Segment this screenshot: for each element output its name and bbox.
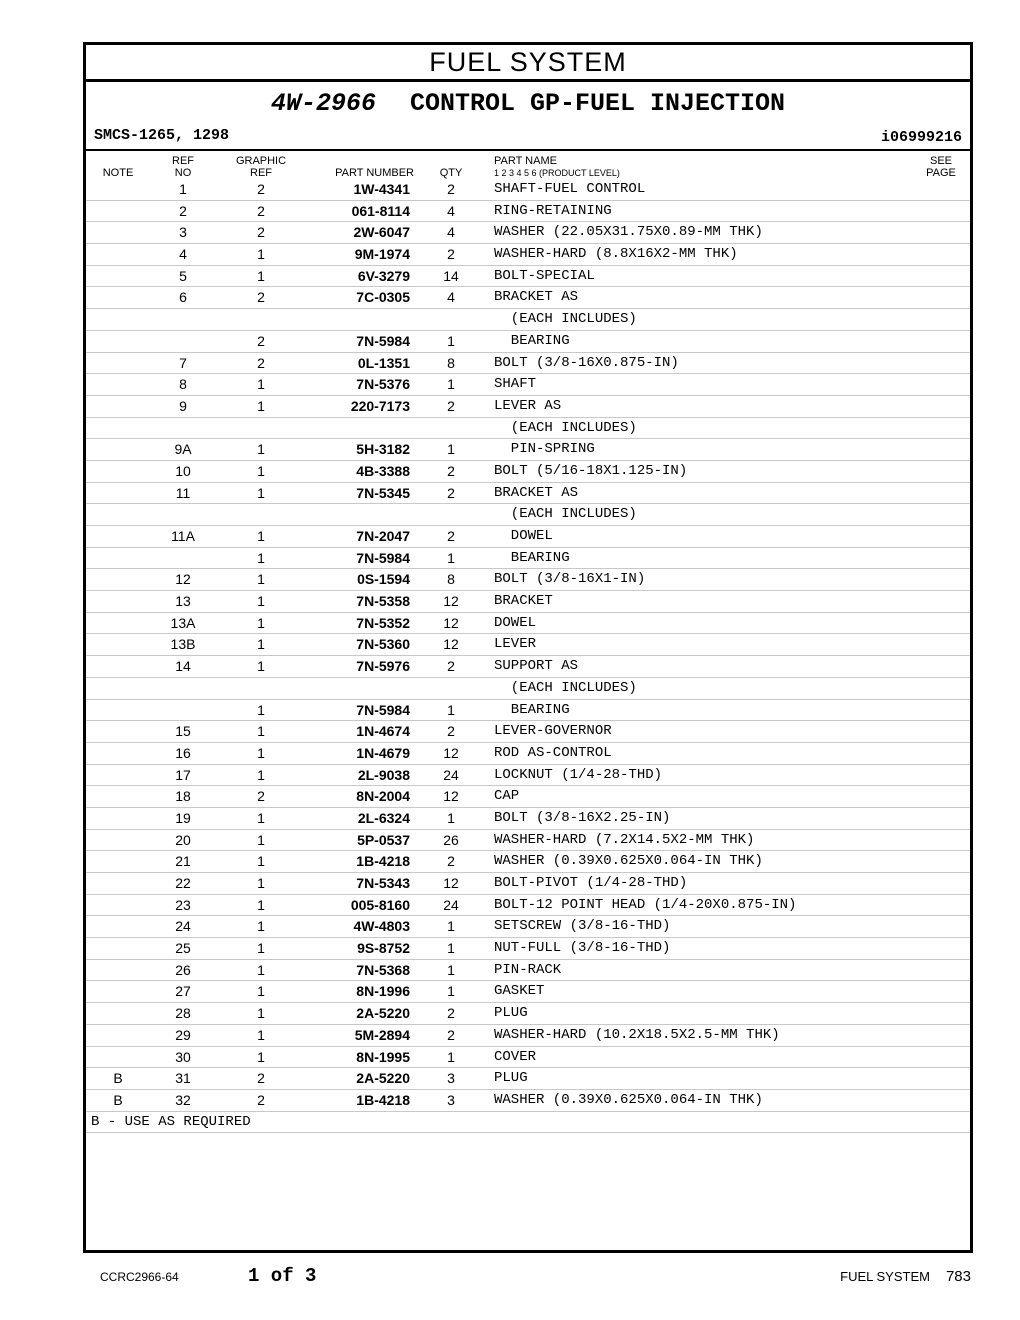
graphic-ref-cell: 1 xyxy=(257,831,265,848)
part-number-cell: 1W-4341 xyxy=(353,181,410,197)
ref-no-cell: 15 xyxy=(175,723,191,740)
graphic-ref-cell: 2 xyxy=(257,224,265,241)
table-row xyxy=(86,439,970,461)
part-name-cell: LOCKNUT (1/4-28-THD) xyxy=(494,766,663,783)
ref-no-cell: 18 xyxy=(175,788,191,805)
part-name-cell: WASHER-HARD (8.8X16X2-MM THK) xyxy=(494,246,738,263)
part-name-cell: (EACH INCLUDES) xyxy=(494,679,637,696)
ref-no-cell: 30 xyxy=(175,1048,191,1065)
part-name-cell: DOWEL xyxy=(494,614,537,631)
ref-no-cell: 3 xyxy=(179,224,187,241)
part-name-cell: SHAFT-FUEL CONTROL xyxy=(494,181,646,197)
col-header-product-level: 1 2 3 4 5 6 (PRODUCT LEVEL) xyxy=(494,168,620,178)
graphic-ref-cell: 2 xyxy=(257,788,265,805)
graphic-ref-cell: 1 xyxy=(257,809,265,826)
table-row xyxy=(86,266,970,288)
col-header-part-name-text: PART NAME xyxy=(494,155,557,167)
qty-cell: 14 xyxy=(443,267,459,284)
graphic-ref-cell: 1 xyxy=(257,636,265,653)
graphic-ref-cell: 1 xyxy=(257,462,265,479)
qty-cell: 12 xyxy=(443,614,459,631)
table-row xyxy=(86,461,970,483)
graphic-ref-cell: 1 xyxy=(257,701,265,718)
graphic-ref-cell: 1 xyxy=(257,961,265,978)
part-number-cell: 7N-5984 xyxy=(356,701,410,718)
ref-no-cell: 27 xyxy=(175,983,191,1000)
part-name-cell: COVER xyxy=(494,1048,537,1065)
table-row xyxy=(86,418,970,440)
part-number-cell: 0S-1594 xyxy=(357,571,410,588)
part-number-cell: 7N-5345 xyxy=(356,484,410,501)
ref-no-cell: 23 xyxy=(175,896,191,913)
col-header-see-line2: PAGE xyxy=(926,167,956,179)
part-name-cell: WASHER-HARD (7.2X14.5X2-MM THK) xyxy=(494,831,755,848)
table-row xyxy=(86,201,970,223)
part-name-cell: WASHER (0.39X0.625X0.064-IN THK) xyxy=(494,853,763,870)
qty-cell: 8 xyxy=(447,354,455,371)
ref-no-cell: 31 xyxy=(175,1070,191,1087)
table-row xyxy=(86,743,970,765)
graphic-ref-cell: 1 xyxy=(257,1005,265,1022)
ref-no-cell: 4 xyxy=(179,246,187,263)
table-row xyxy=(86,504,970,526)
part-name-cell: BOLT-PIVOT (1/4-28-THD) xyxy=(494,875,688,891)
part-name-cell: BOLT-SPECIAL xyxy=(494,267,595,284)
part-number-cell: 220-7173 xyxy=(350,397,410,414)
part-name-cell: BEARING xyxy=(494,549,570,566)
graphic-ref-cell: 1 xyxy=(257,267,265,284)
graphic-ref-cell: 1 xyxy=(257,853,265,870)
graphic-ref-cell: 1 xyxy=(257,528,265,544)
part-name-cell: BRACKET AS xyxy=(494,484,579,501)
qty-cell: 4 xyxy=(447,224,455,241)
part-name-cell: RING-RETAINING xyxy=(494,202,612,219)
table-row xyxy=(86,1025,970,1047)
graphic-ref-cell: 1 xyxy=(257,940,265,957)
table-row xyxy=(86,569,970,591)
col-header-graphic-ref xyxy=(226,155,296,179)
part-name-cell: BOLT (3/8-16X2.25-IN) xyxy=(494,809,671,826)
note-cell: B xyxy=(113,1070,123,1087)
graphic-ref-cell: 1 xyxy=(257,246,265,263)
ref-no-cell: 17 xyxy=(175,766,191,783)
ref-no-cell: 29 xyxy=(175,1026,191,1043)
part-name-cell: ROD AS-CONTROL xyxy=(494,744,612,761)
qty-cell: 1 xyxy=(447,332,455,349)
part-number-cell: 5P-0537 xyxy=(357,831,410,848)
ref-no-cell: 24 xyxy=(175,918,191,935)
qty-cell: 2 xyxy=(447,723,455,740)
part-number-cell: 1B-4218 xyxy=(356,853,410,870)
ref-no-cell: 11A xyxy=(171,528,195,544)
qty-cell: 8 xyxy=(447,571,455,588)
ref-no-cell: 20 xyxy=(175,831,191,848)
part-number-cell: 5H-3182 xyxy=(356,441,410,458)
part-number-cell: 2L-6324 xyxy=(357,809,410,826)
graphic-ref-cell: 1 xyxy=(257,723,265,740)
graphic-ref-cell: 2 xyxy=(257,289,265,306)
graphic-ref-cell: 1 xyxy=(257,658,265,675)
part-name-cell: (EACH INCLUDES) xyxy=(494,311,637,328)
part-name-cell: BOLT-12 POINT HEAD (1/4-20X0.875-IN) xyxy=(494,896,797,913)
table-row xyxy=(86,1090,970,1112)
part-name-cell: (EACH INCLUDES) xyxy=(494,419,637,436)
ref-no-cell: 9A xyxy=(174,441,192,458)
part-name-cell: PLUG xyxy=(494,1070,528,1087)
footnote: B - USE AS REQUIRED xyxy=(86,1112,970,1134)
page-of: 1 of 3 xyxy=(248,1265,317,1287)
table-row xyxy=(86,222,970,244)
ref-no-cell: 11 xyxy=(175,484,191,501)
part-name-cell: PLUG xyxy=(494,1005,528,1022)
table-row xyxy=(86,765,970,787)
part-name-cell: BOLT (3/8-16X0.875-IN) xyxy=(494,354,679,371)
qty-cell: 4 xyxy=(447,289,455,306)
graphic-ref-cell: 2 xyxy=(257,354,265,371)
parts-page-frame xyxy=(83,42,973,1253)
table-row xyxy=(86,873,970,895)
table-row xyxy=(86,851,970,873)
graphic-ref-cell: 2 xyxy=(257,332,265,349)
ref-no-cell: 13 xyxy=(175,593,191,610)
part-number-cell: 7N-5376 xyxy=(356,376,410,393)
ref-no-cell: 16 xyxy=(175,744,191,761)
footer-section-name: FUEL SYSTEM xyxy=(840,1269,930,1284)
part-number-cell: 8N-1995 xyxy=(356,1048,410,1065)
table-row xyxy=(86,331,970,353)
table-row xyxy=(86,981,970,1003)
part-name-cell: NUT-FULL (3/8-16-THD) xyxy=(494,940,671,957)
assembly-name: CONTROL GP-FUEL INJECTION xyxy=(409,89,786,118)
table-row xyxy=(86,895,970,917)
part-name-cell: GASKET xyxy=(494,983,545,1000)
part-name-cell: WASHER-HARD (10.2X18.5X2.5-MM THK) xyxy=(494,1026,780,1043)
table-row xyxy=(86,938,970,960)
part-name-cell: WASHER (0.39X0.625X0.064-IN THK) xyxy=(494,1091,763,1108)
graphic-ref-cell: 1 xyxy=(257,875,265,891)
graphic-ref-cell: 2 xyxy=(257,202,265,219)
ref-no-cell: 7 xyxy=(179,354,187,371)
table-row xyxy=(86,244,970,266)
footer-page-number: 783 xyxy=(945,1268,971,1285)
table-row xyxy=(86,396,970,418)
part-number-cell: 2L-9038 xyxy=(357,766,410,783)
ref-no-cell: 10 xyxy=(175,462,191,479)
qty-cell: 2 xyxy=(447,528,455,544)
section-title: FUEL SYSTEM xyxy=(86,45,970,82)
table-row xyxy=(86,1003,970,1025)
ref-no-cell: 8 xyxy=(179,376,187,393)
part-name-cell: WASHER (22.05X31.75X0.89-MM THK) xyxy=(494,224,763,241)
table-row xyxy=(86,786,970,808)
part-number-cell: 8N-2004 xyxy=(356,788,410,805)
qty-cell: 12 xyxy=(443,636,459,653)
graphic-ref-cell: 1 xyxy=(257,1048,265,1065)
part-number-cell: 7C-0305 xyxy=(356,289,410,306)
table-row xyxy=(86,656,970,678)
qty-cell: 24 xyxy=(443,766,459,783)
qty-cell: 1 xyxy=(447,701,455,718)
table-row xyxy=(86,374,970,396)
col-header-note xyxy=(96,167,140,179)
table-row xyxy=(86,591,970,613)
qty-cell: 1 xyxy=(447,809,455,826)
qty-cell: 2 xyxy=(447,462,455,479)
table-row xyxy=(86,700,970,722)
part-number-cell: 2A-5220 xyxy=(356,1005,410,1022)
qty-cell: 3 xyxy=(447,1091,455,1108)
graphic-ref-cell: 1 xyxy=(257,766,265,783)
part-number-cell: 7N-5984 xyxy=(356,549,410,566)
part-name-cell: LEVER-GOVERNOR xyxy=(494,723,612,740)
assembly-part-number: 4W-2966 xyxy=(270,89,376,118)
assembly-heading xyxy=(86,89,970,118)
table-row xyxy=(86,353,970,375)
col-header-see-page xyxy=(916,155,966,179)
ref-no-cell: 22 xyxy=(175,875,191,891)
part-name-cell: BRACKET xyxy=(494,593,553,610)
part-name-cell: LEVER AS xyxy=(494,397,562,414)
ref-no-cell: 12 xyxy=(175,571,191,588)
part-name-cell: BOLT (3/8-16X1-IN) xyxy=(494,571,646,588)
qty-cell: 1 xyxy=(447,961,455,978)
graphic-ref-cell: 1 xyxy=(257,744,265,761)
part-name-cell: (EACH INCLUDES) xyxy=(494,506,637,523)
qty-cell: 1 xyxy=(447,1048,455,1065)
qty-cell: 12 xyxy=(443,875,459,891)
table-row xyxy=(86,960,970,982)
part-number-cell: 2W-6047 xyxy=(353,224,410,241)
qty-cell: 26 xyxy=(443,831,459,848)
qty-cell: 12 xyxy=(443,593,459,610)
part-number-cell: 7N-5360 xyxy=(356,636,410,653)
part-number-cell: 9S-8752 xyxy=(357,940,410,957)
table-row xyxy=(86,179,970,201)
header-divider xyxy=(86,149,970,151)
table-row xyxy=(86,678,970,700)
smcs-codes: SMCS-1265, 1298 xyxy=(94,127,230,144)
col-header-graphic-line1: GRAPHIC xyxy=(235,155,287,167)
graphic-ref-cell: 1 xyxy=(257,376,265,393)
col-header-note-text: NOTE xyxy=(102,167,134,179)
col-header-see-line1: SEE xyxy=(929,155,952,167)
table-row xyxy=(86,830,970,852)
ref-no-cell: 2 xyxy=(179,202,187,219)
ref-no-cell: 21 xyxy=(175,853,191,870)
graphic-ref-cell: 1 xyxy=(257,397,265,414)
qty-cell: 2 xyxy=(447,1026,455,1043)
graphic-ref-cell: 2 xyxy=(257,1091,265,1108)
table-row xyxy=(86,548,970,570)
graphic-ref-cell: 1 xyxy=(257,918,265,935)
ref-no-cell: 9 xyxy=(179,397,187,414)
part-name-cell: CAP xyxy=(494,788,520,805)
table-row xyxy=(86,721,970,743)
qty-cell: 2 xyxy=(447,246,455,263)
table-row xyxy=(86,309,970,331)
part-name-cell: BEARING xyxy=(494,332,570,349)
part-number-cell: 0L-1351 xyxy=(357,354,410,371)
table-row xyxy=(86,916,970,938)
col-header-qty: QTY xyxy=(439,167,463,179)
part-number-cell: 7N-5976 xyxy=(356,658,410,675)
part-number-cell: 4W-4803 xyxy=(353,918,410,935)
graphic-ref-cell: 2 xyxy=(257,1070,265,1087)
part-name-cell: BEARING xyxy=(494,701,570,718)
col-header-ref-no xyxy=(162,155,204,179)
part-number-cell: 061-8114 xyxy=(351,202,410,219)
qty-cell: 1 xyxy=(447,940,455,957)
table-row xyxy=(86,483,970,505)
part-number-cell: 2A-5220 xyxy=(356,1070,410,1087)
part-number-cell: 4B-3388 xyxy=(356,462,410,479)
table-row xyxy=(86,1068,970,1090)
part-name-cell: PIN-RACK xyxy=(494,961,562,978)
part-number-cell: 8N-1996 xyxy=(356,983,410,1000)
doc-code: CCRC2966-64 xyxy=(100,1270,179,1284)
graphic-ref-cell: 2 xyxy=(257,181,265,197)
ref-no-cell: 13B xyxy=(170,636,196,653)
part-number-cell: 1N-4674 xyxy=(356,723,410,740)
part-number-cell: 6V-3279 xyxy=(357,267,410,284)
graphic-ref-cell: 1 xyxy=(257,593,265,610)
graphic-ref-cell: 1 xyxy=(257,614,265,631)
table-row xyxy=(86,526,970,548)
ref-no-cell: 6 xyxy=(179,289,187,306)
col-header-graphic-line2: REF xyxy=(250,167,272,179)
note-cell: B xyxy=(113,1091,123,1108)
part-name-cell: SHAFT xyxy=(494,376,537,393)
qty-cell: 2 xyxy=(447,181,455,197)
qty-cell: 1 xyxy=(447,441,455,458)
part-name-cell: LEVER xyxy=(494,636,537,653)
qty-cell: 1 xyxy=(447,983,455,1000)
part-number-cell: 7N-5343 xyxy=(356,875,410,891)
qty-cell: 3 xyxy=(447,1070,455,1087)
part-name-cell: SETSCREW (3/8-16-THD) xyxy=(494,918,671,935)
ref-no-cell: 19 xyxy=(175,809,191,826)
part-number-cell: 7N-5352 xyxy=(356,614,410,631)
qty-cell: 2 xyxy=(447,853,455,870)
qty-cell: 2 xyxy=(447,1005,455,1022)
graphic-ref-cell: 1 xyxy=(257,441,265,458)
parts-list xyxy=(86,179,970,1133)
part-number-cell: 7N-2047 xyxy=(356,528,410,544)
ref-no-cell: 32 xyxy=(175,1091,191,1108)
col-header-part-name xyxy=(494,155,620,179)
qty-cell: 24 xyxy=(443,896,459,913)
part-number-cell: 7N-5984 xyxy=(356,332,410,349)
footer-section xyxy=(840,1268,971,1285)
qty-cell: 2 xyxy=(447,658,455,675)
part-number-cell: 005-8160 xyxy=(350,896,410,913)
table-row xyxy=(86,1047,970,1069)
part-name-cell: PIN-SPRING xyxy=(494,441,595,458)
part-number-cell: 5M-2894 xyxy=(354,1026,410,1043)
qty-cell: 1 xyxy=(447,918,455,935)
table-row xyxy=(86,613,970,635)
table-row xyxy=(86,287,970,309)
graphic-ref-cell: 1 xyxy=(257,549,265,566)
ref-no-cell: 5 xyxy=(179,267,187,284)
col-header-ref-line1: REF xyxy=(172,155,194,167)
part-number-cell: 9M-1974 xyxy=(354,246,410,263)
qty-cell: 2 xyxy=(447,484,455,501)
ref-no-cell: 25 xyxy=(175,940,191,957)
qty-cell: 1 xyxy=(447,376,455,393)
ref-no-cell: 26 xyxy=(175,961,191,978)
qty-cell: 1 xyxy=(447,549,455,566)
ref-no-cell: 28 xyxy=(175,1005,191,1022)
qty-cell: 12 xyxy=(443,744,459,761)
graphic-ref-cell: 1 xyxy=(257,571,265,588)
col-header-ref-line2: NO xyxy=(174,167,192,179)
graphic-ref-cell: 1 xyxy=(257,983,265,1000)
part-name-cell: SUPPORT AS xyxy=(494,658,579,675)
qty-cell: 2 xyxy=(447,397,455,414)
part-name-cell: DOWEL xyxy=(494,528,553,544)
ref-no-cell: 1 xyxy=(179,181,187,197)
graphic-ref-cell: 1 xyxy=(257,1026,265,1043)
table-row xyxy=(86,634,970,656)
ref-no-cell: 14 xyxy=(175,658,191,675)
part-number-cell: 7N-5358 xyxy=(356,593,410,610)
part-number-cell: 1N-4679 xyxy=(356,744,410,761)
qty-cell: 4 xyxy=(447,202,455,219)
ref-no-cell: 13A xyxy=(170,614,196,631)
illustration-id: i06999216 xyxy=(880,129,962,146)
qty-cell: 12 xyxy=(443,788,459,805)
part-name-cell: BOLT (5/16-18X1.125-IN) xyxy=(494,462,688,479)
graphic-ref-cell: 1 xyxy=(257,484,265,501)
graphic-ref-cell: 1 xyxy=(257,896,265,913)
part-name-cell: BRACKET AS xyxy=(494,289,579,306)
col-header-part-number: PART NUMBER xyxy=(335,167,414,179)
part-number-cell: 7N-5368 xyxy=(356,961,410,978)
table-row xyxy=(86,808,970,830)
part-number-cell: 1B-4218 xyxy=(356,1091,410,1108)
